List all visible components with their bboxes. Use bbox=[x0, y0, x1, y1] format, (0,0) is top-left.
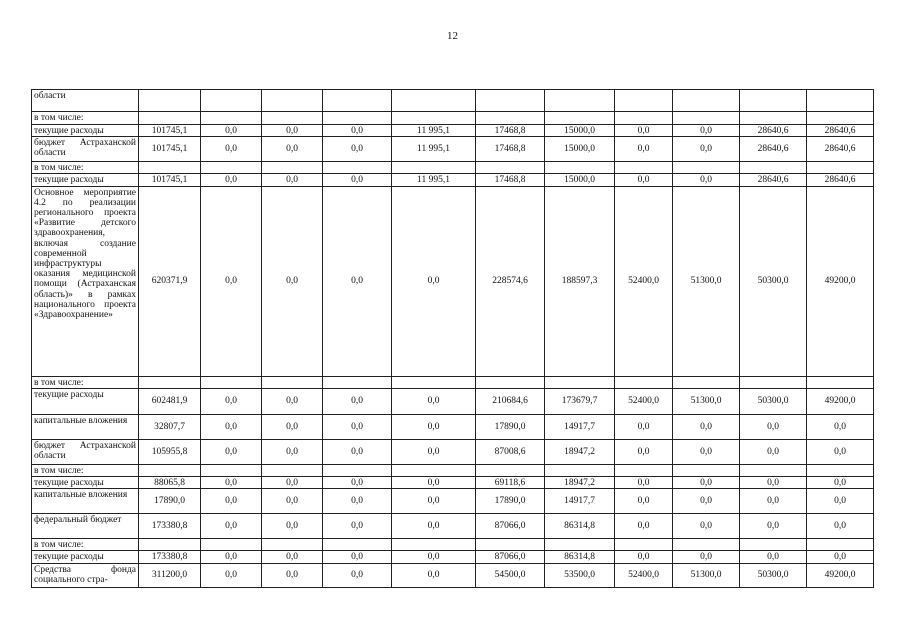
value-cell: 0,0 bbox=[740, 551, 807, 563]
value-cell bbox=[545, 90, 615, 112]
value-cell: 0,0 bbox=[201, 563, 262, 587]
value-cell bbox=[139, 539, 201, 551]
value-cell bbox=[262, 162, 323, 174]
value-cell bbox=[740, 112, 807, 125]
value-cell bbox=[476, 376, 545, 388]
value-cell: 0,0 bbox=[740, 489, 807, 514]
row-label: федеральный бюджет bbox=[32, 514, 139, 539]
row-label: текущие расходы bbox=[32, 125, 139, 137]
table-row bbox=[32, 464, 874, 476]
value-cell bbox=[673, 464, 740, 476]
value-cell bbox=[201, 112, 262, 125]
value-cell: 0,0 bbox=[262, 514, 323, 539]
value-cell bbox=[673, 376, 740, 388]
value-cell: 0,0 bbox=[740, 439, 807, 464]
value-cell bbox=[139, 464, 201, 476]
table-row bbox=[32, 125, 874, 137]
value-cell bbox=[615, 162, 673, 174]
value-cell: 50300,0 bbox=[740, 186, 807, 376]
value-cell bbox=[740, 464, 807, 476]
value-cell: 0,0 bbox=[392, 551, 476, 563]
value-cell: 173679,7 bbox=[545, 388, 615, 414]
row-label: в том числе: bbox=[32, 376, 139, 388]
budget-table bbox=[31, 89, 874, 588]
value-cell: 0,0 bbox=[615, 477, 673, 489]
value-cell: 0,0 bbox=[201, 137, 262, 162]
value-cell: 0,0 bbox=[392, 563, 476, 587]
value-cell: 0,0 bbox=[392, 186, 476, 376]
value-cell bbox=[392, 376, 476, 388]
value-cell: 0,0 bbox=[262, 477, 323, 489]
value-cell: 49200,0 bbox=[807, 563, 874, 587]
row-label: текущие расходы bbox=[32, 551, 139, 563]
value-cell: 87066,0 bbox=[476, 551, 545, 563]
row-label: Основное мероприятие 4.2 по реализации регионального проекта «Развитие детского здравоохранения, включая создание современной инфраструктуры оказания медицинской помощи (Астраханская область)» в рамках национального проекта «Здравоохранение» bbox=[32, 186, 139, 376]
value-cell: 101745,1 bbox=[139, 125, 201, 137]
value-cell: 54500,0 bbox=[476, 563, 545, 587]
value-cell: 15000,0 bbox=[545, 125, 615, 137]
value-cell: 0,0 bbox=[615, 439, 673, 464]
value-cell: 0,0 bbox=[807, 439, 874, 464]
value-cell: 0,0 bbox=[673, 439, 740, 464]
value-cell: 17468,8 bbox=[476, 174, 545, 186]
table-row bbox=[32, 489, 874, 514]
value-cell: 0,0 bbox=[262, 186, 323, 376]
value-cell: 11 995,1 bbox=[392, 174, 476, 186]
value-cell: 620371,9 bbox=[139, 186, 201, 376]
value-cell: 0,0 bbox=[615, 414, 673, 439]
table-row bbox=[32, 514, 874, 539]
value-cell bbox=[673, 539, 740, 551]
value-cell: 0,0 bbox=[392, 388, 476, 414]
value-cell bbox=[545, 162, 615, 174]
value-cell: 28640,6 bbox=[740, 174, 807, 186]
row-label: текущие расходы bbox=[32, 388, 139, 414]
row-label: в том числе: bbox=[32, 162, 139, 174]
value-cell: 0,0 bbox=[323, 477, 392, 489]
value-cell: 173380,8 bbox=[139, 514, 201, 539]
value-cell: 49200,0 bbox=[807, 186, 874, 376]
row-label: бюджет Астраханской области bbox=[32, 137, 139, 162]
value-cell: 0,0 bbox=[201, 477, 262, 489]
value-cell: 49200,0 bbox=[807, 388, 874, 414]
value-cell: 0,0 bbox=[673, 174, 740, 186]
value-cell bbox=[615, 90, 673, 112]
value-cell: 0,0 bbox=[262, 125, 323, 137]
value-cell: 101745,1 bbox=[139, 174, 201, 186]
value-cell bbox=[615, 112, 673, 125]
value-cell: 53500,0 bbox=[545, 563, 615, 587]
table-row bbox=[32, 539, 874, 551]
value-cell: 0,0 bbox=[673, 125, 740, 137]
value-cell: 17468,8 bbox=[476, 125, 545, 137]
value-cell: 188597,3 bbox=[545, 186, 615, 376]
row-label: капитальные вложения bbox=[32, 489, 139, 514]
value-cell: 51300,0 bbox=[673, 388, 740, 414]
value-cell: 87008,6 bbox=[476, 439, 545, 464]
value-cell: 0,0 bbox=[740, 514, 807, 539]
value-cell bbox=[262, 376, 323, 388]
table-row bbox=[32, 551, 874, 563]
value-cell: 28640,6 bbox=[740, 125, 807, 137]
value-cell: 0,0 bbox=[673, 551, 740, 563]
value-cell bbox=[201, 539, 262, 551]
value-cell bbox=[262, 112, 323, 125]
value-cell: 0,0 bbox=[201, 186, 262, 376]
value-cell bbox=[201, 162, 262, 174]
value-cell: 0,0 bbox=[615, 137, 673, 162]
value-cell bbox=[476, 90, 545, 112]
value-cell: 51300,0 bbox=[673, 186, 740, 376]
value-cell: 88065,8 bbox=[139, 477, 201, 489]
value-cell: 0,0 bbox=[615, 125, 673, 137]
row-label: бюджет Астраханской области bbox=[32, 439, 139, 464]
value-cell: 0,0 bbox=[201, 174, 262, 186]
value-cell bbox=[740, 539, 807, 551]
value-cell: 0,0 bbox=[673, 477, 740, 489]
value-cell bbox=[139, 376, 201, 388]
value-cell: 0,0 bbox=[615, 514, 673, 539]
value-cell: 0,0 bbox=[323, 125, 392, 137]
value-cell: 0,0 bbox=[323, 414, 392, 439]
value-cell: 0,0 bbox=[392, 489, 476, 514]
value-cell: 17468,8 bbox=[476, 137, 545, 162]
value-cell: 11 995,1 bbox=[392, 125, 476, 137]
value-cell bbox=[392, 162, 476, 174]
value-cell bbox=[615, 464, 673, 476]
value-cell: 311200,0 bbox=[139, 563, 201, 587]
value-cell bbox=[807, 112, 874, 125]
value-cell bbox=[139, 162, 201, 174]
value-cell bbox=[392, 464, 476, 476]
value-cell bbox=[392, 90, 476, 112]
row-label: Средства фонда социального стра- bbox=[32, 563, 139, 587]
value-cell: 0,0 bbox=[262, 563, 323, 587]
value-cell: 15000,0 bbox=[545, 137, 615, 162]
value-cell bbox=[476, 112, 545, 125]
value-cell: 32807,7 bbox=[139, 414, 201, 439]
value-cell: 0,0 bbox=[323, 137, 392, 162]
value-cell: 18947,2 bbox=[545, 477, 615, 489]
value-cell: 0,0 bbox=[262, 137, 323, 162]
value-cell: 0,0 bbox=[392, 477, 476, 489]
value-cell: 0,0 bbox=[323, 489, 392, 514]
value-cell bbox=[615, 539, 673, 551]
value-cell: 86314,8 bbox=[545, 514, 615, 539]
value-cell: 0,0 bbox=[201, 388, 262, 414]
value-cell: 0,0 bbox=[392, 414, 476, 439]
value-cell bbox=[807, 376, 874, 388]
value-cell bbox=[392, 539, 476, 551]
value-cell: 0,0 bbox=[673, 137, 740, 162]
value-cell: 0,0 bbox=[740, 414, 807, 439]
value-cell: 0,0 bbox=[615, 174, 673, 186]
value-cell: 11 995,1 bbox=[392, 137, 476, 162]
value-cell: 0,0 bbox=[740, 477, 807, 489]
row-label: в том числе: bbox=[32, 112, 139, 125]
page-number: 12 bbox=[447, 30, 458, 42]
value-cell bbox=[139, 90, 201, 112]
value-cell bbox=[262, 464, 323, 476]
table-row bbox=[32, 90, 874, 112]
value-cell: 50300,0 bbox=[740, 388, 807, 414]
value-cell bbox=[673, 90, 740, 112]
table-row bbox=[32, 414, 874, 439]
value-cell bbox=[262, 90, 323, 112]
value-cell bbox=[476, 464, 545, 476]
value-cell bbox=[673, 162, 740, 174]
value-cell bbox=[323, 162, 392, 174]
value-cell bbox=[139, 112, 201, 125]
row-label: текущие расходы bbox=[32, 174, 139, 186]
value-cell bbox=[740, 162, 807, 174]
value-cell: 228574,6 bbox=[476, 186, 545, 376]
value-cell: 0,0 bbox=[201, 514, 262, 539]
value-cell bbox=[615, 376, 673, 388]
table-row bbox=[32, 137, 874, 162]
value-cell: 0,0 bbox=[262, 489, 323, 514]
row-label: текущие расходы bbox=[32, 477, 139, 489]
value-cell: 0,0 bbox=[323, 439, 392, 464]
value-cell: 0,0 bbox=[807, 514, 874, 539]
value-cell: 87066,0 bbox=[476, 514, 545, 539]
value-cell: 0,0 bbox=[807, 414, 874, 439]
value-cell: 0,0 bbox=[201, 489, 262, 514]
table-row bbox=[32, 563, 874, 587]
table-row bbox=[32, 388, 874, 414]
value-cell: 17890,0 bbox=[476, 414, 545, 439]
table-row bbox=[32, 174, 874, 186]
value-cell: 0,0 bbox=[323, 551, 392, 563]
value-cell: 0,0 bbox=[615, 489, 673, 514]
value-cell bbox=[740, 90, 807, 112]
value-cell: 210684,6 bbox=[476, 388, 545, 414]
value-cell bbox=[545, 112, 615, 125]
value-cell: 14917,7 bbox=[545, 414, 615, 439]
value-cell: 50300,0 bbox=[740, 563, 807, 587]
value-cell: 28640,6 bbox=[807, 174, 874, 186]
value-cell: 0,0 bbox=[323, 388, 392, 414]
value-cell: 0,0 bbox=[392, 439, 476, 464]
value-cell bbox=[545, 376, 615, 388]
row-label: области bbox=[32, 90, 139, 112]
value-cell: 173380,8 bbox=[139, 551, 201, 563]
value-cell: 0,0 bbox=[262, 174, 323, 186]
value-cell: 105955,8 bbox=[139, 439, 201, 464]
value-cell bbox=[545, 539, 615, 551]
value-cell: 0,0 bbox=[262, 388, 323, 414]
value-cell: 28640,6 bbox=[807, 125, 874, 137]
table-row bbox=[32, 112, 874, 125]
value-cell bbox=[201, 376, 262, 388]
table-row bbox=[32, 439, 874, 464]
value-cell: 52400,0 bbox=[615, 186, 673, 376]
value-cell bbox=[673, 112, 740, 125]
value-cell: 0,0 bbox=[323, 563, 392, 587]
value-cell: 0,0 bbox=[392, 514, 476, 539]
value-cell: 28640,6 bbox=[807, 137, 874, 162]
value-cell: 18947,2 bbox=[545, 439, 615, 464]
value-cell: 0,0 bbox=[615, 551, 673, 563]
value-cell: 0,0 bbox=[262, 551, 323, 563]
value-cell bbox=[807, 464, 874, 476]
value-cell: 101745,1 bbox=[139, 137, 201, 162]
value-cell: 0,0 bbox=[807, 477, 874, 489]
value-cell bbox=[201, 90, 262, 112]
value-cell: 28640,6 bbox=[740, 137, 807, 162]
value-cell: 0,0 bbox=[323, 514, 392, 539]
value-cell bbox=[323, 90, 392, 112]
value-cell bbox=[476, 539, 545, 551]
value-cell: 17890,0 bbox=[139, 489, 201, 514]
row-label: в том числе: bbox=[32, 464, 139, 476]
value-cell: 0,0 bbox=[201, 414, 262, 439]
value-cell: 52400,0 bbox=[615, 388, 673, 414]
value-cell bbox=[392, 112, 476, 125]
value-cell bbox=[323, 464, 392, 476]
value-cell bbox=[201, 464, 262, 476]
value-cell: 0,0 bbox=[323, 186, 392, 376]
value-cell: 86314,8 bbox=[545, 551, 615, 563]
value-cell: 0,0 bbox=[807, 551, 874, 563]
value-cell: 0,0 bbox=[201, 551, 262, 563]
value-cell: 69118,6 bbox=[476, 477, 545, 489]
row-label: капитальные вложения bbox=[32, 414, 139, 439]
value-cell bbox=[740, 376, 807, 388]
value-cell: 17890,0 bbox=[476, 489, 545, 514]
value-cell bbox=[262, 539, 323, 551]
value-cell bbox=[476, 162, 545, 174]
value-cell bbox=[807, 539, 874, 551]
row-label: в том числе: bbox=[32, 539, 139, 551]
value-cell: 52400,0 bbox=[615, 563, 673, 587]
value-cell: 0,0 bbox=[323, 174, 392, 186]
value-cell: 0,0 bbox=[262, 414, 323, 439]
value-cell: 0,0 bbox=[262, 439, 323, 464]
value-cell: 0,0 bbox=[201, 439, 262, 464]
value-cell: 0,0 bbox=[673, 489, 740, 514]
value-cell bbox=[323, 376, 392, 388]
value-cell bbox=[323, 112, 392, 125]
value-cell: 602481,9 bbox=[139, 388, 201, 414]
value-cell: 51300,0 bbox=[673, 563, 740, 587]
value-cell: 0,0 bbox=[673, 414, 740, 439]
value-cell: 14917,7 bbox=[545, 489, 615, 514]
table-row bbox=[32, 186, 874, 376]
value-cell bbox=[807, 90, 874, 112]
table-row bbox=[32, 477, 874, 489]
value-cell bbox=[545, 464, 615, 476]
table-row bbox=[32, 162, 874, 174]
value-cell bbox=[323, 539, 392, 551]
value-cell: 0,0 bbox=[201, 125, 262, 137]
value-cell: 0,0 bbox=[673, 514, 740, 539]
value-cell: 15000,0 bbox=[545, 174, 615, 186]
value-cell bbox=[807, 162, 874, 174]
value-cell: 0,0 bbox=[807, 489, 874, 514]
table-row bbox=[32, 376, 874, 388]
